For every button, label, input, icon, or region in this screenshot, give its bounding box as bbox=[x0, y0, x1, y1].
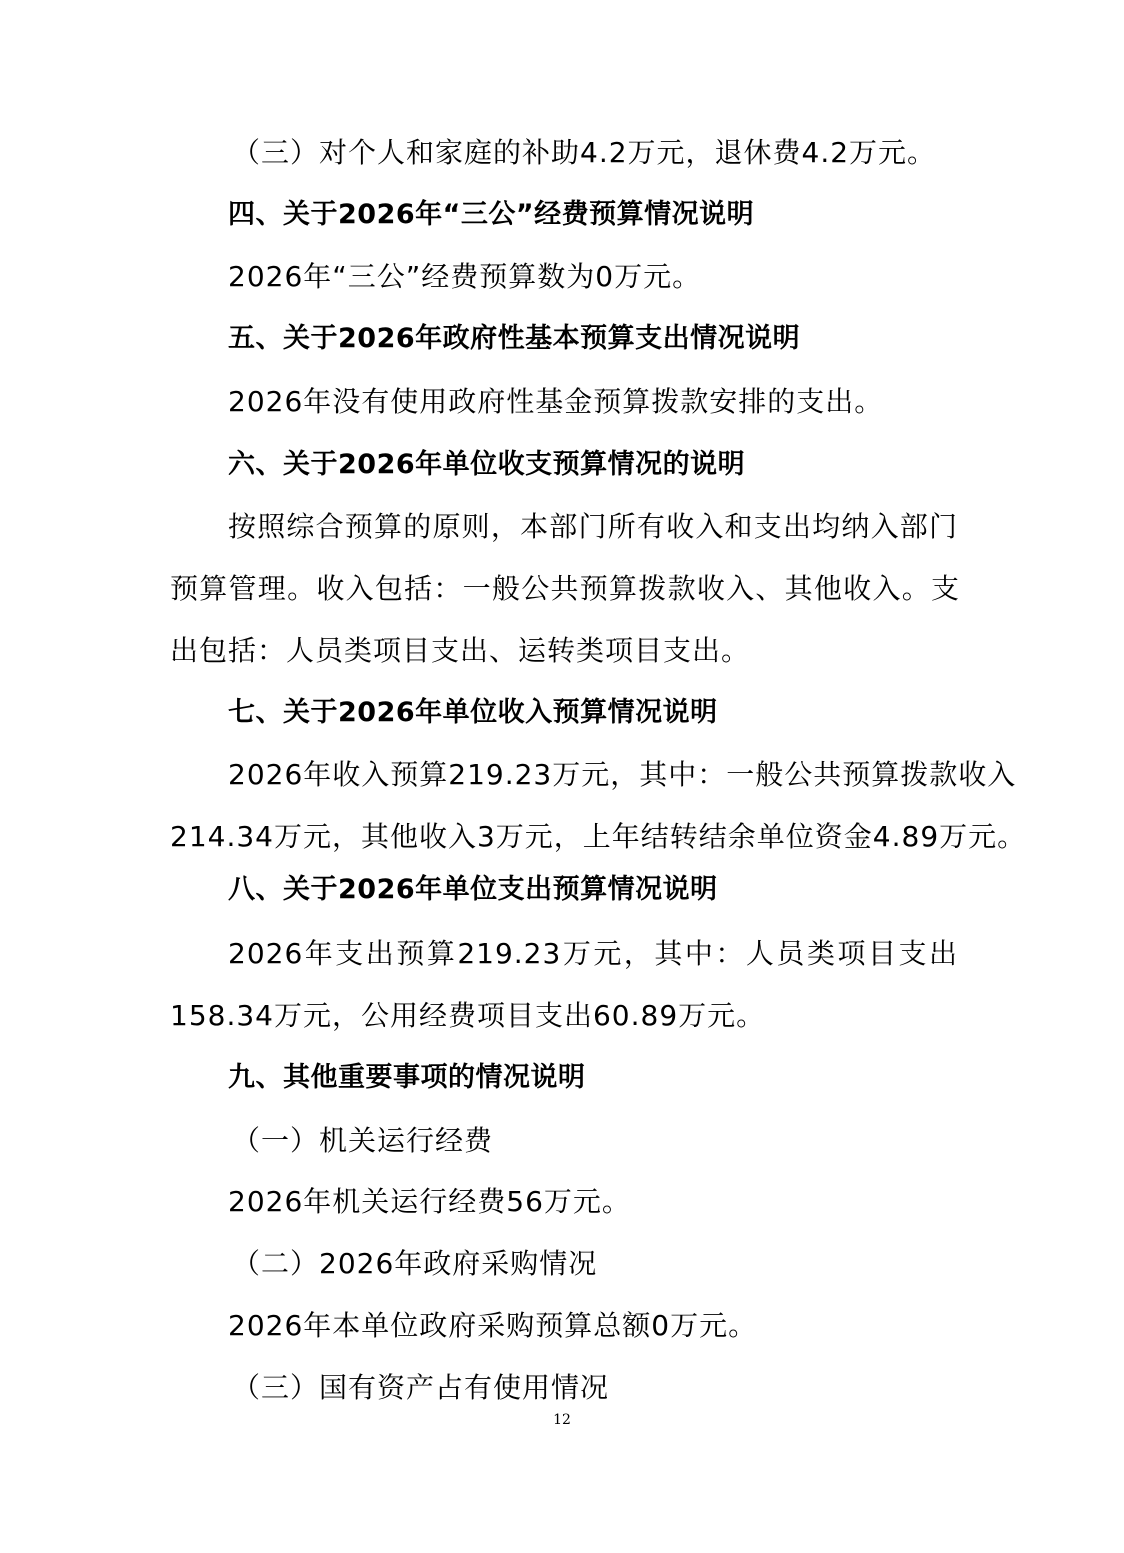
section-heading: 八、关于2026年单位支出预算情况说明 bbox=[228, 874, 718, 905]
paragraph-line: 158.34万元，公用经费项目支出60.89万元。 bbox=[170, 999, 766, 1032]
paragraph-line: 2026年机关运行经费56万元。 bbox=[228, 1185, 631, 1218]
paragraph-line: 出包括：人员类项目支出、运转类项目支出。 bbox=[170, 634, 751, 667]
subsection-heading: （二）2026年政府采购情况 bbox=[232, 1247, 598, 1280]
section-heading: 六、关于2026年单位收支预算情况的说明 bbox=[228, 449, 746, 480]
paragraph-line: 2026年“三公”经费预算数为0万元。 bbox=[228, 260, 702, 293]
section-heading: 七、关于2026年单位收入预算情况说明 bbox=[228, 697, 718, 728]
paragraph-line: 2026年支出预算219.23万元，其中：人员类项目支出 bbox=[228, 937, 958, 970]
section-heading: 四、关于2026年“三公”经费预算情况说明 bbox=[228, 199, 755, 230]
paragraph-line: 2026年没有使用政府性基金预算拨款安排的支出。 bbox=[228, 385, 884, 418]
subsection-heading: （一）机关运行经费 bbox=[232, 1124, 494, 1157]
paragraph-line: 按照综合预算的原则，本部门所有收入和支出均纳入部门 bbox=[228, 510, 958, 543]
section-heading: 九、其他重要事项的情况说明 bbox=[228, 1062, 586, 1093]
paragraph-line: 2026年本单位政府采购预算总额0万元。 bbox=[228, 1309, 758, 1342]
paragraph-line: 214.34万元，其他收入3万元，上年结转结余单位资金4.89万元。 bbox=[170, 820, 1027, 853]
paragraph-line: （三）对个人和家庭的补助4.2万元，退休费4.2万元。 bbox=[232, 136, 937, 169]
subsection-heading: （三）国有资产占有使用情况 bbox=[232, 1371, 610, 1404]
paragraph-line: 2026年收入预算219.23万元，其中：一般公共预算拨款收入 bbox=[228, 758, 1017, 791]
section-heading: 五、关于2026年政府性基本预算支出情况说明 bbox=[228, 323, 801, 354]
paragraph-line: 预算管理。收入包括：一般公共预算拨款收入、其他收入。支 bbox=[170, 572, 960, 605]
page-number: 12 bbox=[553, 1412, 571, 1428]
